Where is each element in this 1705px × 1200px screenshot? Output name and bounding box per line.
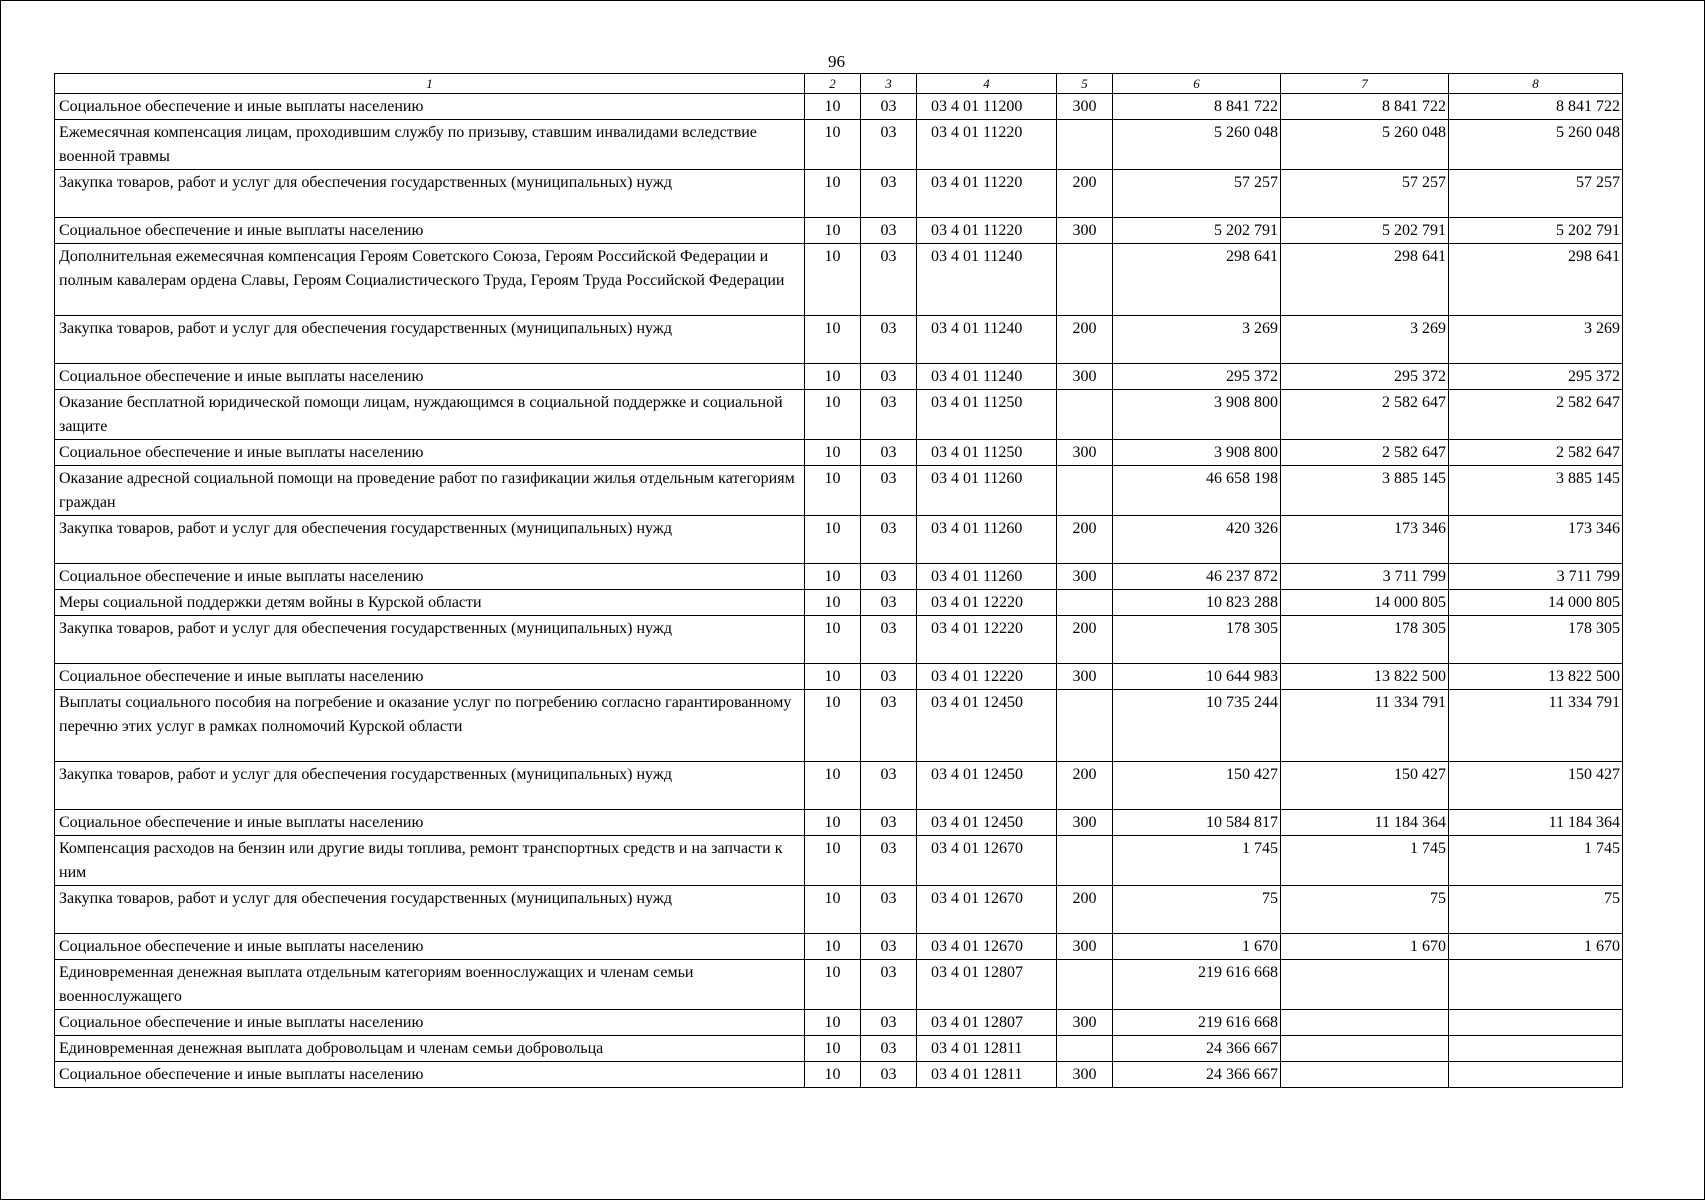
target-article-cell: 03 4 01 12450 [917,810,1057,836]
amount-col7-cell [1281,1036,1449,1062]
table-row [55,664,1623,690]
amount-col7-cell: 11 184 364 [1281,810,1449,836]
item-name-cell: Закупка товаров, работ и услуг для обеспечения государственных (муниципальных) нужд [55,762,805,810]
item-name-cell: Закупка товаров, работ и услуг для обеспечения государственных (муниципальных) нужд [55,616,805,664]
table-row [55,466,1623,516]
amount-col7-cell: 8 841 722 [1281,94,1449,120]
target-article-cell: 03 4 01 11260 [917,516,1057,564]
subsection-code-cell: 03 [861,94,917,120]
subsection-code-cell: 03 [861,390,917,440]
amount-col6-cell: 420 326 [1113,516,1281,564]
expense-type-cell [1057,960,1113,1010]
table-row [55,218,1623,244]
subsection-code-cell: 03 [861,564,917,590]
item-name-cell: Единовременная денежная выплата отдельным категориям военнослужащих и членам семьи военнослужащего [55,960,805,1010]
amount-col6-cell: 219 616 668 [1113,1010,1281,1036]
amount-col6-cell: 24 366 667 [1113,1062,1281,1088]
amount-col7-cell: 11 334 791 [1281,690,1449,762]
subsection-code-cell: 03 [861,810,917,836]
amount-col7-cell: 3 711 799 [1281,564,1449,590]
target-article-cell: 03 4 01 11200 [917,94,1057,120]
amount-col7-cell: 57 257 [1281,170,1449,218]
subsection-code-cell: 03 [861,664,917,690]
subsection-code-cell: 03 [861,960,917,1010]
amount-col6-cell: 5 202 791 [1113,218,1281,244]
amount-col6-cell: 75 [1113,886,1281,934]
target-article-cell: 03 4 01 12450 [917,690,1057,762]
expense-type-cell: 200 [1057,762,1113,810]
item-name-cell: Оказание адресной социальной помощи на проведение работ по газификации жилья отдельным категориям граждан [55,466,805,516]
amount-col8-cell: 3 269 [1449,316,1623,364]
amount-col7-cell [1281,1062,1449,1088]
header-col-3: 3 [861,74,917,94]
section-code-cell: 10 [805,590,861,616]
subsection-code-cell: 03 [861,440,917,466]
expense-type-cell: 300 [1057,218,1113,244]
amount-col6-cell: 298 641 [1113,244,1281,316]
amount-col6-cell: 3 269 [1113,316,1281,364]
subsection-code-cell: 03 [861,364,917,390]
target-article-cell: 03 4 01 11240 [917,316,1057,364]
table-row [55,836,1623,886]
target-article-cell: 03 4 01 11250 [917,440,1057,466]
amount-col6-cell: 295 372 [1113,364,1281,390]
amount-col7-cell: 75 [1281,886,1449,934]
section-code-cell: 10 [805,94,861,120]
table-row [55,316,1623,364]
item-name-cell: Дополнительная ежемесячная компенсация Героям Советского Союза, Героям Российской Федерации и полным кавалерам ордена Славы, Героям Социалистического Труда, Героям Труда Российской Федерации [55,244,805,316]
amount-col7-cell: 14 000 805 [1281,590,1449,616]
amount-col8-cell: 11 184 364 [1449,810,1623,836]
amount-col6-cell: 10 735 244 [1113,690,1281,762]
table-row [55,516,1623,564]
amount-col8-cell: 5 202 791 [1449,218,1623,244]
subsection-code-cell: 03 [861,762,917,810]
table-row [55,94,1623,120]
table-row [55,590,1623,616]
item-name-cell: Социальное обеспечение и иные выплаты населению [55,810,805,836]
expense-type-cell [1057,120,1113,170]
subsection-code-cell: 03 [861,516,917,564]
amount-col8-cell: 5 260 048 [1449,120,1623,170]
amount-col8-cell: 173 346 [1449,516,1623,564]
amount-col7-cell: 178 305 [1281,616,1449,664]
section-code-cell: 10 [805,1010,861,1036]
expense-type-cell [1057,690,1113,762]
expense-type-cell [1057,466,1113,516]
table-row [55,810,1623,836]
subsection-code-cell: 03 [861,120,917,170]
amount-col7-cell [1281,1010,1449,1036]
amount-col8-cell: 2 582 647 [1449,440,1623,466]
target-article-cell: 03 4 01 12670 [917,886,1057,934]
section-code-cell: 10 [805,836,861,886]
target-article-cell: 03 4 01 11220 [917,218,1057,244]
subsection-code-cell: 03 [861,466,917,516]
amount-col8-cell: 295 372 [1449,364,1623,390]
expense-type-cell: 300 [1057,664,1113,690]
header-col-1: 1 [55,74,805,94]
section-code-cell: 10 [805,934,861,960]
header-col-4: 4 [917,74,1057,94]
budget-table [54,73,1623,1088]
amount-col7-cell: 298 641 [1281,244,1449,316]
item-name-cell: Единовременная денежная выплата добровольцам и членам семьи добровольца [55,1036,805,1062]
amount-col8-cell: 1 670 [1449,934,1623,960]
table-row [55,390,1623,440]
item-name-cell: Оказание бесплатной юридической помощи лицам, нуждающимся в социальной поддержке и социальной защите [55,390,805,440]
target-article-cell: 03 4 01 12807 [917,960,1057,1010]
expense-type-cell: 300 [1057,440,1113,466]
expense-type-cell: 200 [1057,616,1113,664]
table-row [55,364,1623,390]
item-name-cell: Закупка товаров, работ и услуг для обеспечения государственных (муниципальных) нужд [55,170,805,218]
expense-type-cell: 300 [1057,1062,1113,1088]
amount-col7-cell: 3 269 [1281,316,1449,364]
subsection-code-cell: 03 [861,836,917,886]
table-row [55,170,1623,218]
amount-col8-cell: 11 334 791 [1449,690,1623,762]
subsection-code-cell: 03 [861,616,917,664]
amount-col7-cell: 5 202 791 [1281,218,1449,244]
expense-type-cell [1057,244,1113,316]
item-name-cell: Закупка товаров, работ и услуг для обеспечения государственных (муниципальных) нужд [55,316,805,364]
amount-col6-cell: 10 644 983 [1113,664,1281,690]
expense-type-cell [1057,590,1113,616]
section-code-cell: 10 [805,564,861,590]
item-name-cell: Социальное обеспечение и иные выплаты населению [55,440,805,466]
amount-col7-cell: 3 885 145 [1281,466,1449,516]
amount-col6-cell: 1 745 [1113,836,1281,886]
target-article-cell: 03 4 01 12807 [917,1010,1057,1036]
amount-col8-cell: 57 257 [1449,170,1623,218]
expense-type-cell [1057,836,1113,886]
section-code-cell: 10 [805,886,861,934]
amount-col8-cell: 298 641 [1449,244,1623,316]
amount-col6-cell: 10 584 817 [1113,810,1281,836]
expense-type-cell [1057,1036,1113,1062]
amount-col6-cell: 46 658 198 [1113,466,1281,516]
subsection-code-cell: 03 [861,244,917,316]
section-code-cell: 10 [805,218,861,244]
amount-col6-cell: 24 366 667 [1113,1036,1281,1062]
subsection-code-cell: 03 [861,886,917,934]
amount-col6-cell: 3 908 800 [1113,390,1281,440]
expense-type-cell: 200 [1057,516,1113,564]
subsection-code-cell: 03 [861,590,917,616]
expense-type-cell: 300 [1057,564,1113,590]
amount-col7-cell: 5 260 048 [1281,120,1449,170]
amount-col7-cell: 13 822 500 [1281,664,1449,690]
table-row [55,440,1623,466]
amount-col7-cell: 1 670 [1281,934,1449,960]
table-row [55,244,1623,316]
subsection-code-cell: 03 [861,1010,917,1036]
item-name-cell: Меры социальной поддержки детям войны в Курской области [55,590,805,616]
amount-col8-cell [1449,1062,1623,1088]
target-article-cell: 03 4 01 11260 [917,564,1057,590]
amount-col6-cell: 219 616 668 [1113,960,1281,1010]
expense-type-cell [1057,390,1113,440]
expense-type-cell: 300 [1057,810,1113,836]
table-row [55,616,1623,664]
section-code-cell: 10 [805,1062,861,1088]
section-code-cell: 10 [805,810,861,836]
amount-col8-cell [1449,1036,1623,1062]
section-code-cell: 10 [805,244,861,316]
subsection-code-cell: 03 [861,316,917,364]
table-row [55,120,1623,170]
target-article-cell: 03 4 01 11250 [917,390,1057,440]
amount-col6-cell: 8 841 722 [1113,94,1281,120]
expense-type-cell: 300 [1057,934,1113,960]
amount-col7-cell [1281,960,1449,1010]
amount-col8-cell: 178 305 [1449,616,1623,664]
table-row [55,1062,1623,1088]
amount-col7-cell: 2 582 647 [1281,390,1449,440]
target-article-cell: 03 4 01 12450 [917,762,1057,810]
item-name-cell: Выплаты социального пособия на погребение и оказание услуг по погребению согласно гарантированному перечню этих услуг в рамках полномочий Курской области [55,690,805,762]
amount-col7-cell: 295 372 [1281,364,1449,390]
amount-col7-cell: 2 582 647 [1281,440,1449,466]
section-code-cell: 10 [805,316,861,364]
expense-type-cell: 200 [1057,316,1113,364]
subsection-code-cell: 03 [861,934,917,960]
item-name-cell: Социальное обеспечение и иные выплаты населению [55,564,805,590]
header-col-6: 6 [1113,74,1281,94]
expense-type-cell: 300 [1057,94,1113,120]
subsection-code-cell: 03 [861,690,917,762]
amount-col8-cell [1449,1010,1623,1036]
amount-col6-cell: 1 670 [1113,934,1281,960]
subsection-code-cell: 03 [861,1036,917,1062]
table-row [55,762,1623,810]
amount-col7-cell: 150 427 [1281,762,1449,810]
header-col-8: 8 [1449,74,1623,94]
amount-col8-cell: 8 841 722 [1449,94,1623,120]
table-row [55,886,1623,934]
amount-col8-cell: 13 822 500 [1449,664,1623,690]
section-code-cell: 10 [805,690,861,762]
section-code-cell: 10 [805,516,861,564]
section-code-cell: 10 [805,466,861,516]
section-code-cell: 10 [805,960,861,1010]
subsection-code-cell: 03 [861,170,917,218]
section-code-cell: 10 [805,616,861,664]
target-article-cell: 03 4 01 11240 [917,244,1057,316]
amount-col8-cell: 1 745 [1449,836,1623,886]
item-name-cell: Социальное обеспечение и иные выплаты населению [55,1062,805,1088]
target-article-cell: 03 4 01 12670 [917,836,1057,886]
item-name-cell: Социальное обеспечение и иные выплаты населению [55,364,805,390]
table-row [55,564,1623,590]
header-col-2: 2 [805,74,861,94]
amount-col6-cell: 178 305 [1113,616,1281,664]
item-name-cell: Социальное обеспечение и иные выплаты населению [55,1010,805,1036]
amount-col8-cell: 3 885 145 [1449,466,1623,516]
target-article-cell: 03 4 01 12220 [917,616,1057,664]
amount-col6-cell: 150 427 [1113,762,1281,810]
section-code-cell: 10 [805,390,861,440]
item-name-cell: Закупка товаров, работ и услуг для обеспечения государственных (муниципальных) нужд [55,516,805,564]
header-col-5: 5 [1057,74,1113,94]
header-col-7: 7 [1281,74,1449,94]
amount-col8-cell: 14 000 805 [1449,590,1623,616]
amount-col6-cell: 3 908 800 [1113,440,1281,466]
item-name-cell: Социальное обеспечение и иные выплаты населению [55,664,805,690]
amount-col8-cell: 150 427 [1449,762,1623,810]
expense-type-cell: 200 [1057,170,1113,218]
target-article-cell: 03 4 01 12811 [917,1036,1057,1062]
header-row [55,74,1623,94]
item-name-cell: Социальное обеспечение и иные выплаты населению [55,218,805,244]
amount-col6-cell: 46 237 872 [1113,564,1281,590]
table-row [55,1036,1623,1062]
item-name-cell: Социальное обеспечение и иные выплаты населению [55,94,805,120]
amount-col6-cell: 57 257 [1113,170,1281,218]
target-article-cell: 03 4 01 12220 [917,664,1057,690]
section-code-cell: 10 [805,364,861,390]
target-article-cell: 03 4 01 11220 [917,170,1057,218]
amount-col6-cell: 10 823 288 [1113,590,1281,616]
amount-col7-cell: 173 346 [1281,516,1449,564]
amount-col8-cell: 3 711 799 [1449,564,1623,590]
table-body [55,94,1623,1088]
expense-type-cell: 300 [1057,364,1113,390]
target-article-cell: 03 4 01 11240 [917,364,1057,390]
amount-col6-cell: 5 260 048 [1113,120,1281,170]
target-article-cell: 03 4 01 12811 [917,1062,1057,1088]
table-row [55,690,1623,762]
table-row [55,960,1623,1010]
target-article-cell: 03 4 01 12670 [917,934,1057,960]
expense-type-cell: 200 [1057,886,1113,934]
item-name-cell: Закупка товаров, работ и услуг для обеспечения государственных (муниципальных) нужд [55,886,805,934]
page-number: 96 [828,52,845,71]
section-code-cell: 10 [805,120,861,170]
target-article-cell: 03 4 01 11220 [917,120,1057,170]
amount-col8-cell [1449,960,1623,1010]
subsection-code-cell: 03 [861,1062,917,1088]
section-code-cell: 10 [805,440,861,466]
item-name-cell: Ежемесячная компенсация лицам, проходившим службу по призыву, ставшим инвалидами вследствие военной травмы [55,120,805,170]
amount-col7-cell: 1 745 [1281,836,1449,886]
item-name-cell: Компенсация расходов на бензин или другие виды топлива, ремонт транспортных средств и на запчасти к ним [55,836,805,886]
subsection-code-cell: 03 [861,218,917,244]
section-code-cell: 10 [805,762,861,810]
section-code-cell: 10 [805,664,861,690]
item-name-cell: Социальное обеспечение и иные выплаты населению [55,934,805,960]
expense-type-cell: 300 [1057,1010,1113,1036]
amount-col8-cell: 75 [1449,886,1623,934]
target-article-cell: 03 4 01 11260 [917,466,1057,516]
amount-col8-cell: 2 582 647 [1449,390,1623,440]
section-code-cell: 10 [805,1036,861,1062]
section-code-cell: 10 [805,170,861,218]
table-row [55,1010,1623,1036]
target-article-cell: 03 4 01 12220 [917,590,1057,616]
table-row [55,934,1623,960]
